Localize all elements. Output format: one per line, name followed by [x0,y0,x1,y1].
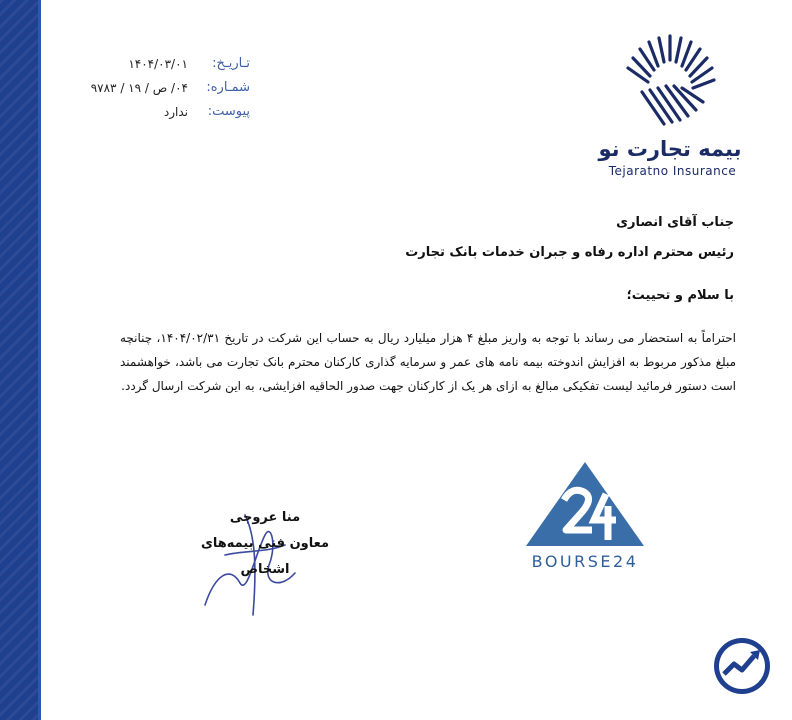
date-row [60,56,250,80]
corner-chart-icon [712,636,772,696]
number-row [60,80,250,104]
recipient-title: رئیس محترم اداره رفاه و جبران خدمات بانک تجارت [405,245,734,260]
attachment-label: پیوست: [207,104,250,119]
number-value: ۰۴/ ص / ۱۹ / ۹۷۸۳ [90,81,188,95]
letter-body: احتراماً به استحضار می رساند با توجه به واریز مبلغ ۴ هزار میلیارد ریال به حساب این شرکت در تاریخ ۱۴۰۴/۰۲/۳۱، چنانچه مبلغ مذکور مربوط به افزایش اندوخته بیمه نامه های عمر و سرمایه گذاری کارکنان محترم بانک تجارت می باشد، خواهشمند است دستور فرمائید لیست تفکیکی مبالغ به ازای هر یک از کارکنان جهت صدور الحاقیه افزایشی، به این شرکت ارسال گردد. [120,331,737,393]
tejaratno-logo [590,30,765,180]
recipient-block [405,208,734,268]
signatory-name: منا عروجی [229,510,301,525]
left-decorative-stripe [0,0,38,720]
left-stripe-edge [38,0,41,720]
tejaratno-emblem-icon [620,30,720,130]
bourse24-label: BOURSE24 [531,552,639,571]
bourse24-watermark [520,460,650,575]
letter-meta [60,56,250,128]
logo-name-english: Tejaratno Insurance [608,164,737,178]
signature-block [180,505,350,583]
recipient-name: جناب آقای انصاری [616,215,734,230]
date-label: تـاریـخ: [212,56,250,71]
number-label: شمـاره: [206,80,250,95]
date-value: ۱۴۰۴/۰۳/۰۱ [128,57,188,71]
attachment-value: ندارد [163,105,188,119]
signatory-title: معاون فنی بیمه‌های اشخاص [200,536,330,577]
bourse24-logo-icon [520,460,650,555]
attachment-row [60,104,250,128]
greeting: با سلام و تحییت؛ [626,288,734,303]
logo-name-persian: بیمه تجارت نو [598,137,742,161]
